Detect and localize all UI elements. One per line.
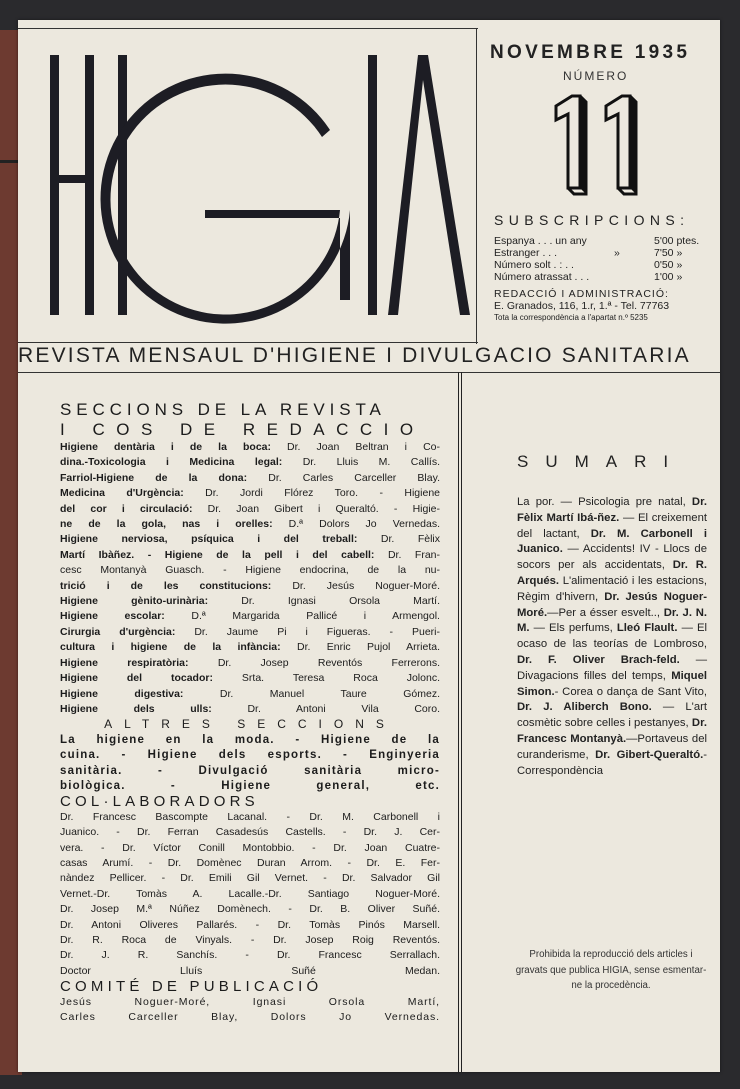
text-line: biològica. - Higiene general, etc.	[60, 779, 440, 792]
text-line: vera. - Dr. Víctor Conill Montobbio. - Dr. Joan Cuatre-	[60, 841, 440, 854]
magazine-cover	[18, 20, 720, 1072]
sumari-part: — El ocaso de las teorías de Lombroso,	[517, 622, 707, 651]
text-line: Vernet.-Dr. Tomàs A. Lacalle.-Dr. Santiago Noguer-Moré.	[60, 887, 440, 900]
sumari-part: - Corea o dança de Sant Vito,	[554, 685, 707, 698]
sections-column	[60, 400, 440, 1025]
subscription-row: Espanya . . . un any 5'00 ptes.	[494, 235, 700, 247]
masthead-bottom-rule	[18, 342, 478, 343]
text-line: Farriol-Higiene de la dona: Dr. Carles Carceller Blay.	[60, 471, 440, 484]
masthead-divider	[476, 28, 477, 344]
text-line: Higiene del tocador: Srta. Teresa Roca Jolonc.	[60, 672, 440, 685]
text-line: Doctor Lluís Suñé Medan.	[60, 964, 440, 977]
text-line: sanitària. - Divulgació sanitària micro-	[60, 764, 440, 777]
text-line: Juanico. - Dr. Ferran Casadesús Castells. - Dr. J. Cer-	[60, 826, 440, 839]
text-line: Higiene dentària i de la boca: Dr. Joan Beltran i Co-	[60, 441, 440, 453]
text-line: Higiene dels ulls: Dr. Antoni Vila Coro.	[60, 702, 440, 715]
text-line: Higiene respiratòria: Dr. Josep Reventós Ferrerons.	[60, 656, 440, 669]
text-line: Jesús Noguer-Moré, Ignasi Orsola Martí,	[60, 995, 440, 1008]
masthead-subtitle: REVISTA MENSAUL D'HIGIENE I DIVULGACIO SANITARIA	[18, 344, 691, 367]
sumari-part: —Portaveus del curanderisme,	[517, 732, 707, 761]
text-line: Higiene escolar: D.ª Margarida Pallicé i Armengol.	[60, 610, 440, 623]
higia-logo	[30, 50, 470, 330]
text-line: ne de la gola, nas i orelles: D.ª Dolors Jo Vernedas.	[60, 518, 440, 531]
text-line: Dr. Josep M.ª Núñez Domènech. - Dr. B. Oliver Suñé.	[60, 903, 440, 916]
subscription-row: Estranger . . . » 7'50 »	[494, 247, 683, 259]
sumari-part: — Divagacions filles del temps,	[517, 653, 707, 682]
text-line: Cirurgia d'urgència: Dr. Jaume Pi i Figueras. - Pueri-	[60, 625, 440, 638]
text-line: cuina. - Higiene dels esports. - Enginyeria	[60, 749, 440, 762]
sumari-part: Dr. Jesús Noguer-Moré.	[517, 590, 707, 619]
sumari-part: Dr. J. N. M.	[517, 606, 707, 635]
sumari-part: -Correspondència	[517, 748, 707, 777]
sumari-part: Miquel Simon.	[517, 669, 707, 698]
text-line: La higiene en la moda. - Higiene de la	[60, 733, 440, 746]
sumari-part: Dr. F. Oliver Brach-feld.	[517, 653, 680, 666]
collaborators-list	[60, 810, 440, 979]
subscription-row: Número atrassat . . . 1'00 »	[494, 271, 683, 283]
sumari-part: Dr. Fèlix Martí Ibá-ñez.	[517, 496, 707, 524]
text-line: Medicina d'Urgència: Dr. Jordi Flórez Toro. - Higiene	[60, 487, 441, 500]
sumari-part: —Per a ésser esvelt..,	[547, 606, 664, 619]
text-line: Dr. R. Roca de Vinyals. - Dr. Josep Roig Reventós.	[60, 934, 440, 946]
subscriptions-table	[494, 235, 706, 283]
sumari-part: — Accidents! IV - Llocs de socors per als accidentats,	[517, 543, 707, 572]
sections-subheading: I COS DE REDACCIO	[60, 420, 425, 439]
sumari-part: — Els perfums,	[529, 622, 617, 635]
admin-title: REDACCIÓ I ADMINISTRACIÓ:	[494, 288, 669, 300]
administration-block	[494, 288, 724, 324]
sumari-part: Dr. Gibert-Queraltó.	[595, 748, 704, 761]
altres-title: ALTRES SECCIONS	[104, 717, 396, 732]
altres-list	[60, 733, 440, 795]
text-line: cesc Montanyà Guasch. - Higiene endocrina, de la nu-	[60, 564, 440, 577]
text-line: casas Arumí. - Dr. Domènec Duran Arrom. - Dr. E. Fer-	[60, 856, 440, 869]
text-line: Dr. Francesc Bascompte Lacanal. - Dr. M. Carbonell i	[60, 810, 440, 823]
text-line: nàndez Pellicer. - Dr. Emili Gil Vernet. - Dr. Salvador Gil	[60, 872, 440, 885]
sumari-part: — L'art cosmètic sobre celles i pestanyes,	[517, 701, 708, 730]
subscriptions-title: SUBSCRIPCIONS:	[494, 212, 690, 228]
sumari-part: Dr. R. Arqués.	[517, 559, 707, 587]
sumari-part: Dr. M. Carbonell i Juanico.	[517, 527, 708, 556]
text-line: dina.-Toxicologia i Medicina legal: Dr. Lluis M. Callís.	[60, 456, 440, 469]
text-line: Higiene gènito-urinària: Dr. Ignasi Orsola Martí.	[60, 595, 440, 608]
committee-title: COMITÉ DE PUBLICACIÓ	[60, 978, 323, 996]
reproduction-notice: Prohibida la reproducció dels articles i gravats que publica HIGIA, sense esmentar-ne la procedència.	[515, 949, 707, 991]
sections-heading: SECCIONS DE LA REVISTA	[60, 400, 386, 419]
text-line: Martí Ibàñez. - Higiene de la pell i del cabell: Dr. Fran-	[60, 548, 440, 561]
admin-address: E. Granados, 116, 1.r, 1.ª - Tel. 77763	[494, 300, 670, 312]
sumari-part: La por. — Psicologia pre natal,	[517, 496, 692, 508]
text-line: Carles Carceller Blay, Dolors Jo Vernedas.	[60, 1011, 440, 1024]
admin-note: Tota la correspondència a l'apartat n.º 5235	[494, 313, 648, 322]
sumari-text	[517, 495, 707, 779]
sumari-part: L'alimentació i les estacions, Règim d'hivern,	[517, 574, 707, 603]
sumari-title: SUMARI	[517, 452, 686, 471]
issue-number	[546, 92, 646, 202]
subscription-row: Número solt . : . . 0'50 »	[494, 259, 683, 271]
text-line: Dr. J. R. Sanchís. - Dr. Francesc Serrallach.	[60, 949, 440, 962]
text-line: trició i de les constitucions: Dr. Jesús Noguer-Moré.	[60, 579, 440, 592]
sumari-part: — El creixement del lactant,	[517, 511, 707, 540]
text-line: Higiene digestiva: Dr. Manuel Taure Gómez.	[60, 687, 440, 700]
issue-date: NOVEMBRE 1935	[490, 42, 691, 63]
sumari-part: Dr. J. Aliberch Bono.	[517, 701, 652, 714]
top-rule	[18, 28, 478, 29]
text-line: Higiene nerviosa, psíquica i del treball: Dr. Fèlix	[60, 533, 440, 546]
text-line: Dr. Antoni Oliveres Pallarés. - Dr. Tomàs Pinós Marsell.	[60, 918, 440, 931]
committee-list	[60, 995, 440, 1026]
sumari-part: Lleó Flault.	[616, 622, 678, 635]
sections-list	[60, 440, 440, 717]
text-line: del cor i circulació: Dr. Joan Gibert i Queraltó. - Higie-	[60, 502, 440, 515]
text-line: cultura i higiene de la infància: Dr. Enric Pujol Arrieta.	[60, 641, 441, 654]
sumari-part: Dr. Francesc Montanyà.	[517, 717, 707, 745]
collaborators-title: COL·LABORADORS	[60, 793, 259, 811]
issue-number-label: NÚMERO	[563, 69, 629, 83]
